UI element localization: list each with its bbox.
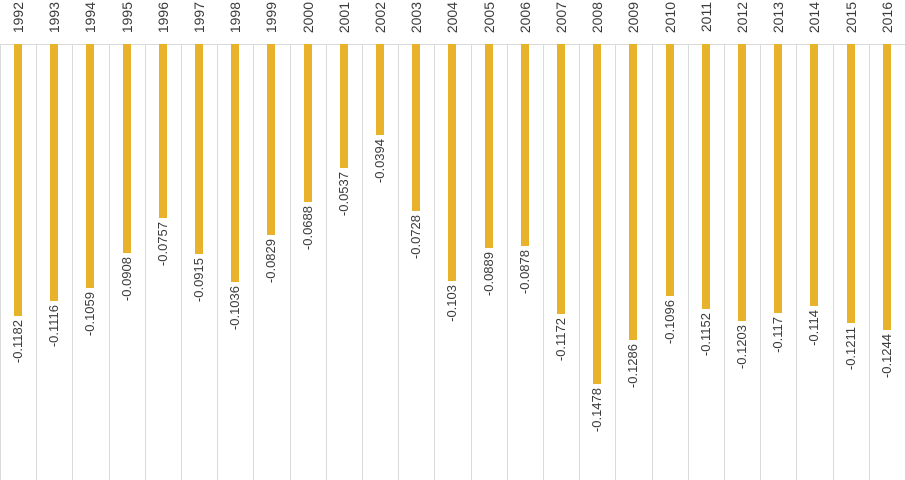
bar-value-label-text: -0.1244 <box>878 334 894 379</box>
bar-column <box>471 0 507 480</box>
bar-value-label-text: -0.1116 <box>46 304 62 347</box>
x-axis-tick-label <box>869 2 905 36</box>
bar-column <box>326 0 362 480</box>
bar[interactable] <box>123 44 131 253</box>
bar-column <box>72 0 108 480</box>
bar-column <box>36 0 72 480</box>
bar-column <box>796 0 832 480</box>
x-axis-tick-label-text: 2004 <box>444 2 461 34</box>
bar-value-label <box>652 300 688 347</box>
x-axis-tick-label <box>181 2 217 36</box>
x-axis-tick-label <box>724 2 760 36</box>
x-axis-tick-label-text: 1999 <box>263 2 280 34</box>
x-axis-tick-label-text: 2014 <box>806 2 823 34</box>
bar-column <box>543 0 579 480</box>
x-axis-tick-label-text: 2011 <box>697 2 714 33</box>
bar-value-label <box>833 327 869 373</box>
bar[interactable] <box>376 44 384 135</box>
x-axis-tick-label-text: 2016 <box>878 2 895 34</box>
x-axis-tick-label-text: 1996 <box>154 2 171 34</box>
bar-value-label <box>362 139 398 186</box>
bar-value-label <box>253 239 289 286</box>
x-axis-tick-label-text: 2003 <box>408 2 425 34</box>
x-axis-tick-label <box>253 2 289 36</box>
bar-value-label <box>326 172 362 219</box>
bar-value-label-text: -0.117 <box>770 317 786 353</box>
x-axis-tick-label <box>109 2 145 36</box>
bar[interactable] <box>593 44 601 384</box>
bar-column <box>688 0 724 480</box>
bar-value-label <box>760 317 796 356</box>
bar-value-label <box>507 250 543 297</box>
bar-column <box>145 0 181 480</box>
bar-value-label-text: -0.1172 <box>553 317 568 361</box>
bar-value-label-text: -0.103 <box>444 284 460 322</box>
bar-value-label <box>290 206 326 253</box>
bar[interactable] <box>521 44 529 246</box>
bar[interactable] <box>195 44 203 254</box>
bar-value-label <box>36 305 72 350</box>
bar[interactable] <box>86 44 94 288</box>
bar-value-label <box>724 325 760 372</box>
bar[interactable] <box>666 44 674 296</box>
bar-column <box>253 0 289 480</box>
bar[interactable] <box>231 44 239 282</box>
bar-column <box>109 0 145 480</box>
bar[interactable] <box>14 44 22 316</box>
x-axis-tick-label-text: 2001 <box>335 2 352 34</box>
x-axis-tick-label <box>507 2 543 36</box>
x-axis-tick-label <box>290 2 326 36</box>
bar[interactable] <box>557 44 565 314</box>
bar-value-label-text: -0.0889 <box>480 252 496 297</box>
x-axis-tick-label-text: 2000 <box>299 2 316 34</box>
bar-column <box>362 0 398 480</box>
x-axis-tick-label-text: 2013 <box>770 2 787 34</box>
bar-value-label-text: -0.0878 <box>516 249 532 295</box>
x-axis-tick-label <box>217 2 253 36</box>
bar-column <box>615 0 651 480</box>
x-axis-tick-label-text: 2008 <box>589 2 606 34</box>
x-axis-tick-label <box>615 2 651 36</box>
x-axis-tick-label <box>579 2 615 36</box>
x-axis-tick-label <box>652 2 688 36</box>
bar[interactable] <box>412 44 420 211</box>
bar-column <box>290 0 326 480</box>
bar-value-label-text: -0.1182 <box>10 319 25 363</box>
bar-column <box>760 0 796 480</box>
bar-value-label-text: -0.1152 <box>697 312 713 357</box>
x-axis-tick-label <box>72 2 108 36</box>
bar-value-label-text: -0.0394 <box>372 138 387 183</box>
bar-value-label <box>181 258 217 305</box>
bar-value-label <box>579 388 615 435</box>
bar-value-label <box>72 292 108 339</box>
x-axis-tick-label-text: 2005 <box>480 2 497 34</box>
x-axis-tick-label <box>471 2 507 36</box>
x-axis-tick-label-text: 1994 <box>82 2 99 34</box>
bar-value-label-text: -0.114 <box>806 310 822 347</box>
bar[interactable] <box>810 44 818 306</box>
x-axis-tick-label <box>833 2 869 36</box>
bar-column <box>0 0 36 480</box>
bar-column <box>579 0 615 480</box>
bar-value-label <box>688 313 724 359</box>
bar-value-label-text: -0.1286 <box>625 343 641 388</box>
bar-value-label-text: -0.0829 <box>263 238 279 283</box>
x-axis-tick-label-text: 2002 <box>372 2 388 34</box>
bar[interactable] <box>702 44 710 309</box>
x-axis-tick-label <box>796 2 832 36</box>
x-axis-tick-label-text: 1998 <box>227 2 244 34</box>
x-axis-tick-label <box>0 2 36 36</box>
x-axis-tick-label <box>543 2 579 36</box>
bar-value-label-text: -0.1059 <box>82 291 98 336</box>
bar-value-label <box>145 222 181 269</box>
bar-value-label <box>471 252 507 299</box>
x-axis-tick-label-text: 1993 <box>46 2 63 34</box>
x-axis-tick-label <box>145 2 181 36</box>
x-axis-tick-label-text: 2010 <box>661 2 678 34</box>
bar-column <box>652 0 688 480</box>
bar-value-label-text: -0.1211 <box>842 326 858 370</box>
bar-value-label-text: -0.1096 <box>661 300 677 345</box>
x-axis-tick-label <box>36 2 72 36</box>
bar-column <box>507 0 543 480</box>
bar-value-label <box>109 257 145 304</box>
bar[interactable] <box>629 44 637 340</box>
bar[interactable] <box>847 44 855 323</box>
x-axis-tick-label-text: 2007 <box>553 2 569 34</box>
bar[interactable] <box>485 44 493 248</box>
x-axis-tick-label <box>326 2 362 36</box>
bar[interactable] <box>159 44 167 218</box>
x-axis-tick-label <box>434 2 470 36</box>
bar-column <box>833 0 869 480</box>
bar-value-label-text: -0.1036 <box>227 286 243 331</box>
bar-value-label <box>0 320 36 366</box>
bar-value-label-text: -0.1203 <box>734 324 749 369</box>
bar-column <box>217 0 253 480</box>
bar-value-label-text: -0.0688 <box>299 206 315 251</box>
x-axis-tick-label <box>398 2 434 36</box>
x-axis-tick-label <box>688 2 724 35</box>
bar-value-label-text: -0.0728 <box>408 215 424 260</box>
bar-column <box>434 0 470 480</box>
bar-column <box>724 0 760 480</box>
bar[interactable] <box>50 44 58 301</box>
bar-value-label <box>869 334 905 381</box>
x-axis-tick-label-text: 1995 <box>118 2 135 34</box>
bar-value-label-text: -0.1478 <box>589 387 605 433</box>
bar[interactable] <box>267 44 275 235</box>
bar[interactable] <box>883 44 891 330</box>
bar-value-label-text: -0.0757 <box>154 222 170 267</box>
bar-column <box>181 0 217 480</box>
bar-value-label <box>398 215 434 262</box>
bar-value-label <box>615 344 651 391</box>
x-axis-tick-label-text: 2009 <box>625 2 642 34</box>
bar-value-label-text: -0.0915 <box>191 258 206 303</box>
bar-value-label <box>796 310 832 349</box>
bar-column <box>398 0 434 480</box>
bar[interactable] <box>738 44 746 321</box>
bar[interactable] <box>304 44 312 202</box>
x-axis-tick-label-text: 2012 <box>734 2 750 34</box>
bar-value-label <box>434 285 470 325</box>
x-axis-tick-label <box>760 2 796 36</box>
bar-column <box>869 0 905 480</box>
bar[interactable] <box>448 44 456 281</box>
bar-value-label-text: -0.0908 <box>118 256 134 301</box>
x-axis-tick-label-text: 1992 <box>10 2 26 34</box>
bar-value-label <box>217 286 253 333</box>
bar[interactable] <box>340 44 348 168</box>
x-axis-tick-label-text: 2006 <box>516 2 533 34</box>
bar[interactable] <box>774 44 782 313</box>
bar-value-label-text: -0.0537 <box>335 171 351 216</box>
x-axis-tick-label-text: 2015 <box>842 2 859 34</box>
x-axis-tick-label <box>362 2 398 36</box>
bar-value-label <box>543 318 579 364</box>
x-axis-tick-label-text: 1997 <box>191 2 207 34</box>
